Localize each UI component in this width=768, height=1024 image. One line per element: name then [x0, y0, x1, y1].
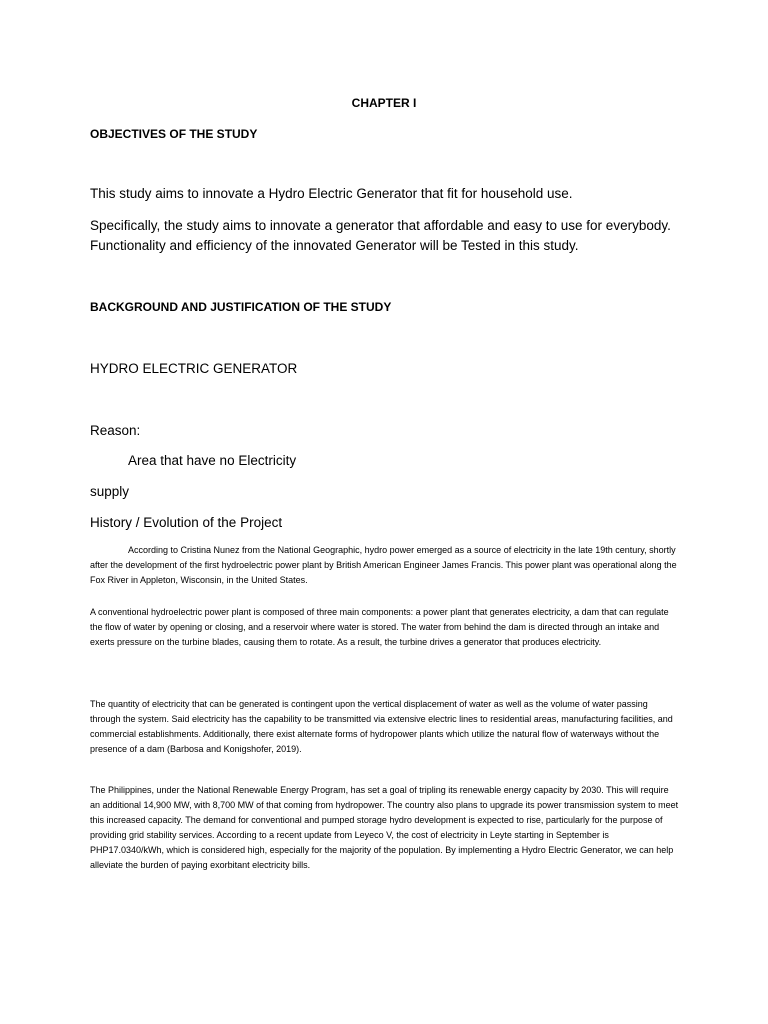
chapter-title: CHAPTER I	[351, 96, 417, 110]
reason-continuation: supply	[90, 484, 130, 499]
history-paragraph-1: According to Cristina Nunez from the National Geographic, hydro power emerged as a source of electricity in the late 19th century, shortly after the development of the first hydroelectric power plant by British American Engineer James Francis. This power plant was operational along the Fox River in Appleton, Wisconsin, in the United States.	[90, 545, 677, 585]
objectives-paragraph-1: This study aims to innovate a Hydro Electric Generator that fit for household use.	[90, 186, 573, 201]
history-paragraph-3: The quantity of electricity that can be generated is contingent upon the vertical displacement of water as well as the volume of water passing through the system. Said electricity has the capability to be transmitted via extensive electric lines to residential areas, manufacturing facilities, and commercial establishments. Additionally, there exist alternate forms of hydropower plants which utilize the natural flow of waterways without the presence of a dam (Barbosa and Konigshofer, 2019).	[90, 699, 673, 754]
reason-item: Area that have no Electricity	[128, 453, 297, 468]
hydro-generator-subheading: HYDRO ELECTRIC GENERATOR	[90, 361, 298, 376]
reason-label: Reason:	[90, 423, 141, 438]
history-paragraph-2: A conventional hydroelectric power plant is composed of three main components: a power plant that generates electricity, a dam that can regulate the flow of water by opening or closing, and a reservoir where water is stored. The water from behind the dam is directed through an intake and exerts pressure on the turbine blades, causing them to rotate. As a result, the turbine drives a generator that produces electricity.	[90, 607, 669, 647]
history-heading: History / Evolution of the Project	[90, 515, 283, 530]
objectives-paragraph-2: Specifically, the study aims to innovate a generator that affordable and easy to use for everybody. Functionality and efficiency of the innovated Generator will be Tested in this study.	[90, 218, 671, 253]
history-paragraph-4: The Philippines, under the National Renewable Energy Program, has set a goal of tripling its renewable energy capacity by 2030. This will require an additional 14,900 MW, with 8,700 MW of that coming from hydropower. The country also plans to upgrade its power transmission system to meet this increased capacity. The demand for conventional and pumped storage hydro development is expected to rise, particularly for the purpose of providing grid stability services. According to a recent update from Leyeco V, the cost of electricity in Leyte starting in September is PHP17.0340/kWh, which is considered high, especially for the majority of the population. By implementing a Hydro Electric Generator, we can help alleviate the burden of paying exorbitant electricity bills.	[90, 785, 679, 870]
objectives-heading: OBJECTIVES OF THE STUDY	[90, 127, 258, 141]
background-heading: BACKGROUND AND JUSTIFICATION OF THE STUDY	[90, 300, 392, 314]
